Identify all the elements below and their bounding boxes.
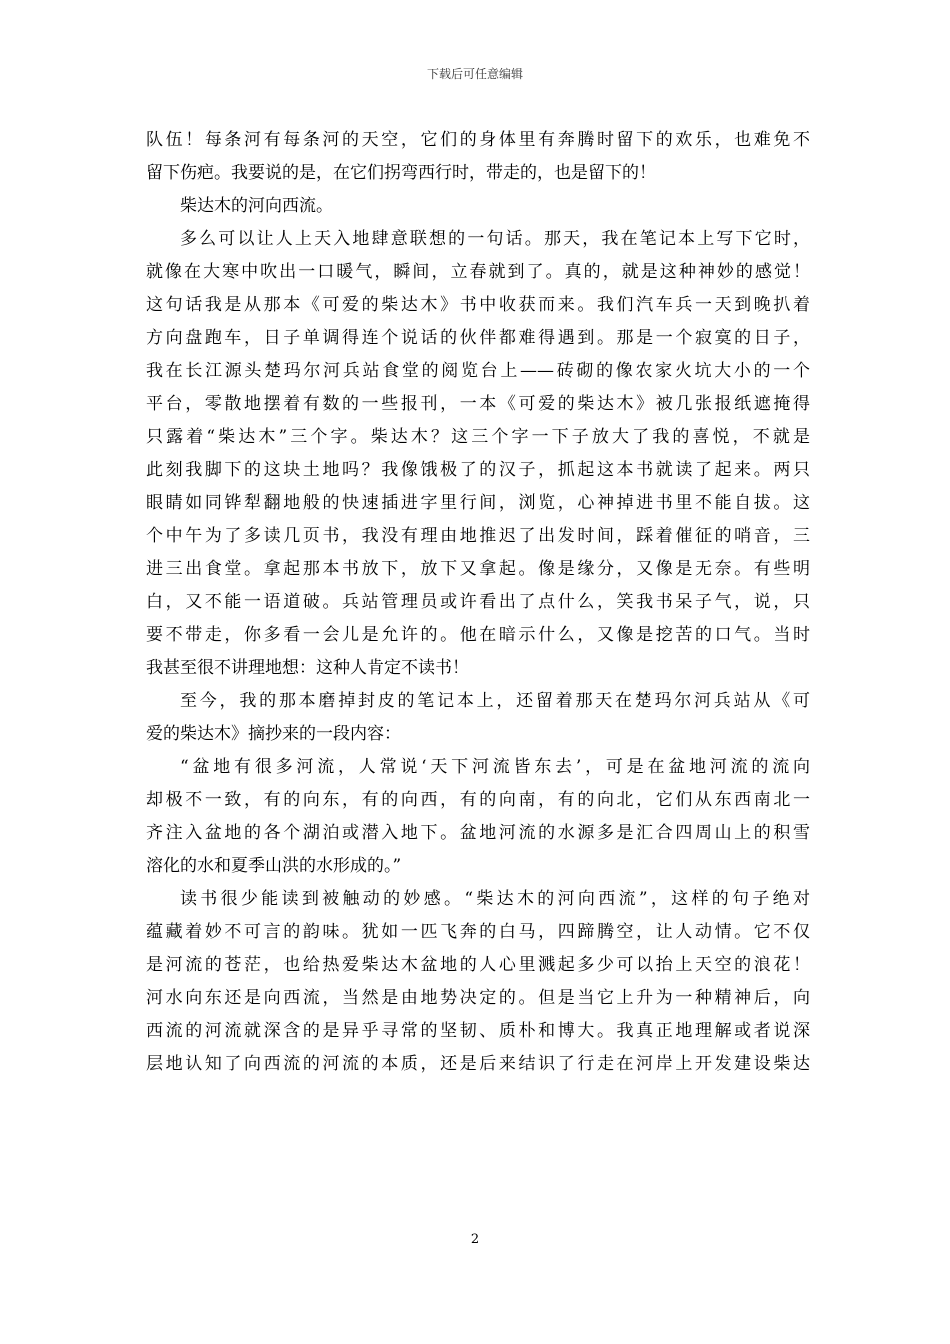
text-line: 河水向东还是向西流，当然是由地势决定的。但是当它上升为一种精神后，向 (146, 988, 810, 1008)
text-line: 我甚至很不讲理地想：这种人肯定不读书！ (146, 658, 469, 678)
text-line: 就像在大寒中吹出一口暖气，瞬间，立春就到了。真的，就是这种神妙的感觉！ (146, 262, 810, 282)
text-line: 是河流的苍茫，也给热爱柴达木盆地的人心里溅起多少可以抬上天空的浪花！ (146, 955, 810, 975)
text-line: 个中午为了多读几页书，我没有理由地推迟了出发时间，踩着催征的哨音，三 (146, 526, 810, 546)
text-line: 柴达木的河向西流。 (180, 196, 333, 216)
text-line: 留下伤疤。我要说的是，在它们拐弯西行时，带走的，也是留下的！ (146, 163, 656, 183)
text-line: 我在长江源头楚玛尔河兵站食堂的阅览台上——砖砌的像农家火坑大小的一个 (146, 361, 810, 381)
text-line: 溶化的水和夏季山洪的水形成的。” (146, 856, 402, 876)
document-body (146, 124, 810, 1081)
text-line: 平台，零散地摆着有数的一些报刊，一本《可爱的柴达木》被几张报纸遮掩得 (146, 394, 810, 414)
text-line: 齐注入盆地的各个湖泊或潜入地下。盆地河流的水源多是汇合四周山上的积雪 (146, 823, 810, 843)
text-line: 方向盘跑车，日子单调得连个说话的伙伴都难得遇到。那是一个寂寞的日子， (146, 328, 810, 348)
text-line: 白，又不能一语道破。兵站管理员或许看出了点什么，笑我书呆子气，说，只 (146, 592, 810, 612)
text-line: 蕴藏着妙不可言的韵味。犹如一匹飞奔的白马，四蹄腾空，让人动情。它不仅 (146, 922, 810, 942)
page-header: 下载后可任意编辑 (426, 67, 523, 81)
text-line: 读书很少能读到被触动的妙感。“柴达木的河向西流”，这样的句子绝对 (180, 889, 810, 909)
text-line: 多么可以让人上天入地肆意联想的一句话。那天，我在笔记本上写下它时， (180, 229, 810, 249)
text-line: 爱的柴达木》摘抄来的一段内容： (146, 724, 401, 744)
text-line: 至今，我的那本磨掉封皮的笔记本上，还留着那天在楚玛尔河兵站从《可 (180, 691, 810, 711)
text-line: 西流的河流就深含的是异乎寻常的坚韧、质朴和博大。我真正地理解或者说深 (146, 1021, 810, 1041)
text-line: 要不带走，你多看一会儿是允许的。他在暗示什么，又像是挖苦的口气。当时 (146, 625, 810, 645)
text-line: “盆地有很多河流，人常说‘天下河流皆东去’，可是在盆地河流的流向 (180, 757, 810, 777)
text-line: 眼睛如同铧犁翻地般的快速插进字里行间，浏览，心神掉进书里不能自拔。这 (146, 493, 810, 513)
text-line: 这句话我是从那本《可爱的柴达木》书中收获而来。我们汽车兵一天到晚扒着 (146, 295, 810, 315)
text-line: 层地认知了向西流的河流的本质，还是后来结识了行走在河岸上开发建设柴达 (146, 1054, 810, 1074)
text-line: 只露着“柴达木”三个字。柴达木？这三个字一下子放大了我的喜悦，不就是 (146, 427, 810, 447)
text-line: 进三出食堂。拿起那本书放下，放下又拿起。像是缘分，又像是无奈。有些明 (146, 559, 810, 579)
page-number: 2 (470, 1232, 480, 1247)
text-line: 队伍！每条河有每条河的天空，它们的身体里有奔腾时留下的欢乐，也难免不 (146, 130, 810, 150)
text-line: 却极不一致，有的向东，有的向西，有的向南，有的向北，它们从东西南北一 (146, 790, 810, 810)
text-line: 此刻我脚下的这块土地吗？我像饿极了的汉子，抓起这本书就读了起来。两只 (146, 460, 810, 480)
